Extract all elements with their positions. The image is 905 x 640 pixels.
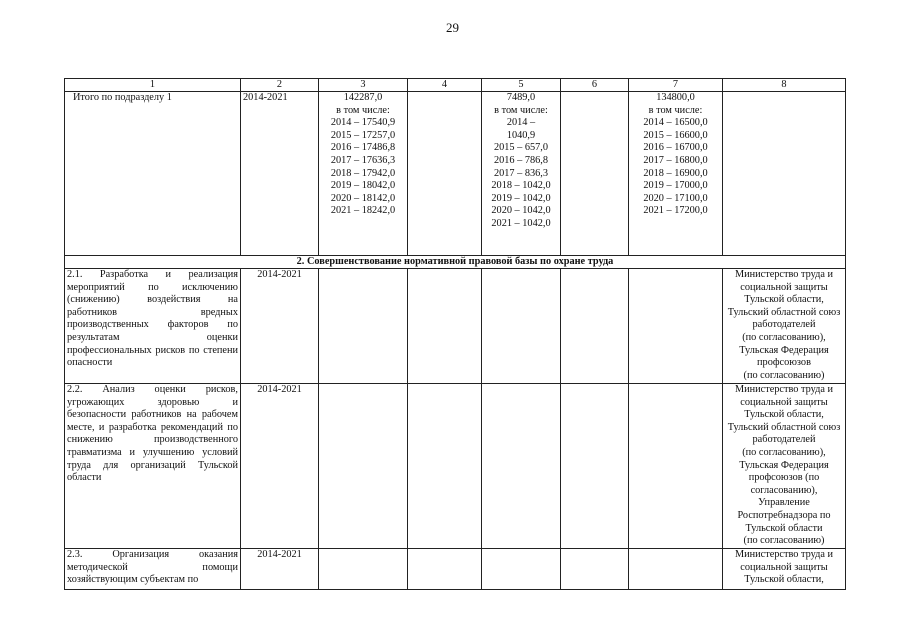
executors-cell: Министерство труда и социальной защиты Тульской области, xyxy=(723,549,846,590)
section-heading-row xyxy=(65,256,846,269)
regional-funding-cell: 7489,0 в том числе: 2014 – 1040,9 2015 – 657,0 2016 – 786,8 2017 – 836,3 2018 – 1042,0 2019 – 1042,0 2020 – 1042,0 2021 – 1042,0 xyxy=(482,92,561,256)
empty-cell xyxy=(629,549,723,590)
empty-cell xyxy=(629,384,723,549)
column-number: 2 xyxy=(241,79,319,92)
section-title: 2. Совершенствование нормативной правовой базы по охране труда xyxy=(65,256,846,269)
period-cell: 2014-2021 xyxy=(241,92,319,256)
column-number: 6 xyxy=(561,79,629,92)
period-cell: 2014-2021 xyxy=(241,269,319,384)
empty-cell xyxy=(482,269,561,384)
empty-cell xyxy=(561,384,629,549)
empty-cell xyxy=(561,269,629,384)
activity-name-text: 2.3. Организация оказания методической помощи хозяйствующим субъектам по xyxy=(67,549,238,586)
empty-cell xyxy=(408,92,482,256)
activity-name xyxy=(65,549,241,590)
column-number: 1 xyxy=(65,79,241,92)
empty-cell xyxy=(319,549,408,590)
empty-cell xyxy=(319,384,408,549)
table-row xyxy=(65,269,846,384)
column-number: 8 xyxy=(723,79,846,92)
empty-cell xyxy=(408,549,482,590)
subtotal-label: Итого по подразделу 1 xyxy=(65,92,241,256)
activity-name: 2.1. Разработка и реализация мероприятий по исключению (снижению) воздействия на работников вредных производственных факторов по результатам оценки профессиональных рисков по степени опасности xyxy=(65,269,241,384)
empty-cell xyxy=(561,92,629,256)
empty-cell xyxy=(482,384,561,549)
column-number: 4 xyxy=(408,79,482,92)
column-number: 3 xyxy=(319,79,408,92)
empty-cell xyxy=(408,384,482,549)
empty-cell xyxy=(629,269,723,384)
empty-cell xyxy=(482,549,561,590)
column-number: 7 xyxy=(629,79,723,92)
executors-cell: Министерство труда и социальной защиты Тульской области, Тульский областной союз работодателей (по согласованию), Тульская Федерация профсоюзов (по согласованию), Управление Роспотребнадзора по Тульской области (по согласованию) xyxy=(723,384,846,549)
program-table xyxy=(64,78,846,590)
empty-cell xyxy=(723,92,846,256)
executors-cell: Министерство труда и социальной защиты Тульской области, Тульский областной союз работодателей (по согласованию), Тульская Федерация профсоюзов (по согласованию) xyxy=(723,269,846,384)
total-funding-cell: 142287,0 в том числе: 2014 – 17540,9 2015 – 17257,0 2016 – 17486,8 2017 – 17636,3 2018 – 17942,0 2019 – 18042,0 2020 – 18142,0 2021 – 18242,0 xyxy=(319,92,408,256)
period-cell: 2014-2021 xyxy=(241,384,319,549)
table-row xyxy=(65,384,846,549)
period-cell: 2014-2021 xyxy=(241,549,319,590)
activity-name: 2.2. Анализ оценки рисков, угрожающих здоровью и безопасности работников на рабочем месте, и разработка рекомендаций по снижению производственного травматизма и улучшению условий труда для организаций Тульской области xyxy=(65,384,241,549)
other-funding-cell: 134800,0 в том числе: 2014 – 16500,0 2015 – 16600,0 2016 – 16700,0 2017 – 16800,0 2018 – 16900,0 2019 – 17000,0 2020 – 17100,0 2021 – 17200,0 xyxy=(629,92,723,256)
column-number-row xyxy=(65,79,846,92)
page-number: 29 xyxy=(446,20,459,35)
empty-cell xyxy=(319,269,408,384)
empty-cell xyxy=(408,269,482,384)
column-number: 5 xyxy=(482,79,561,92)
empty-cell xyxy=(561,549,629,590)
table-row xyxy=(65,549,846,590)
subtotal-row xyxy=(65,92,846,256)
